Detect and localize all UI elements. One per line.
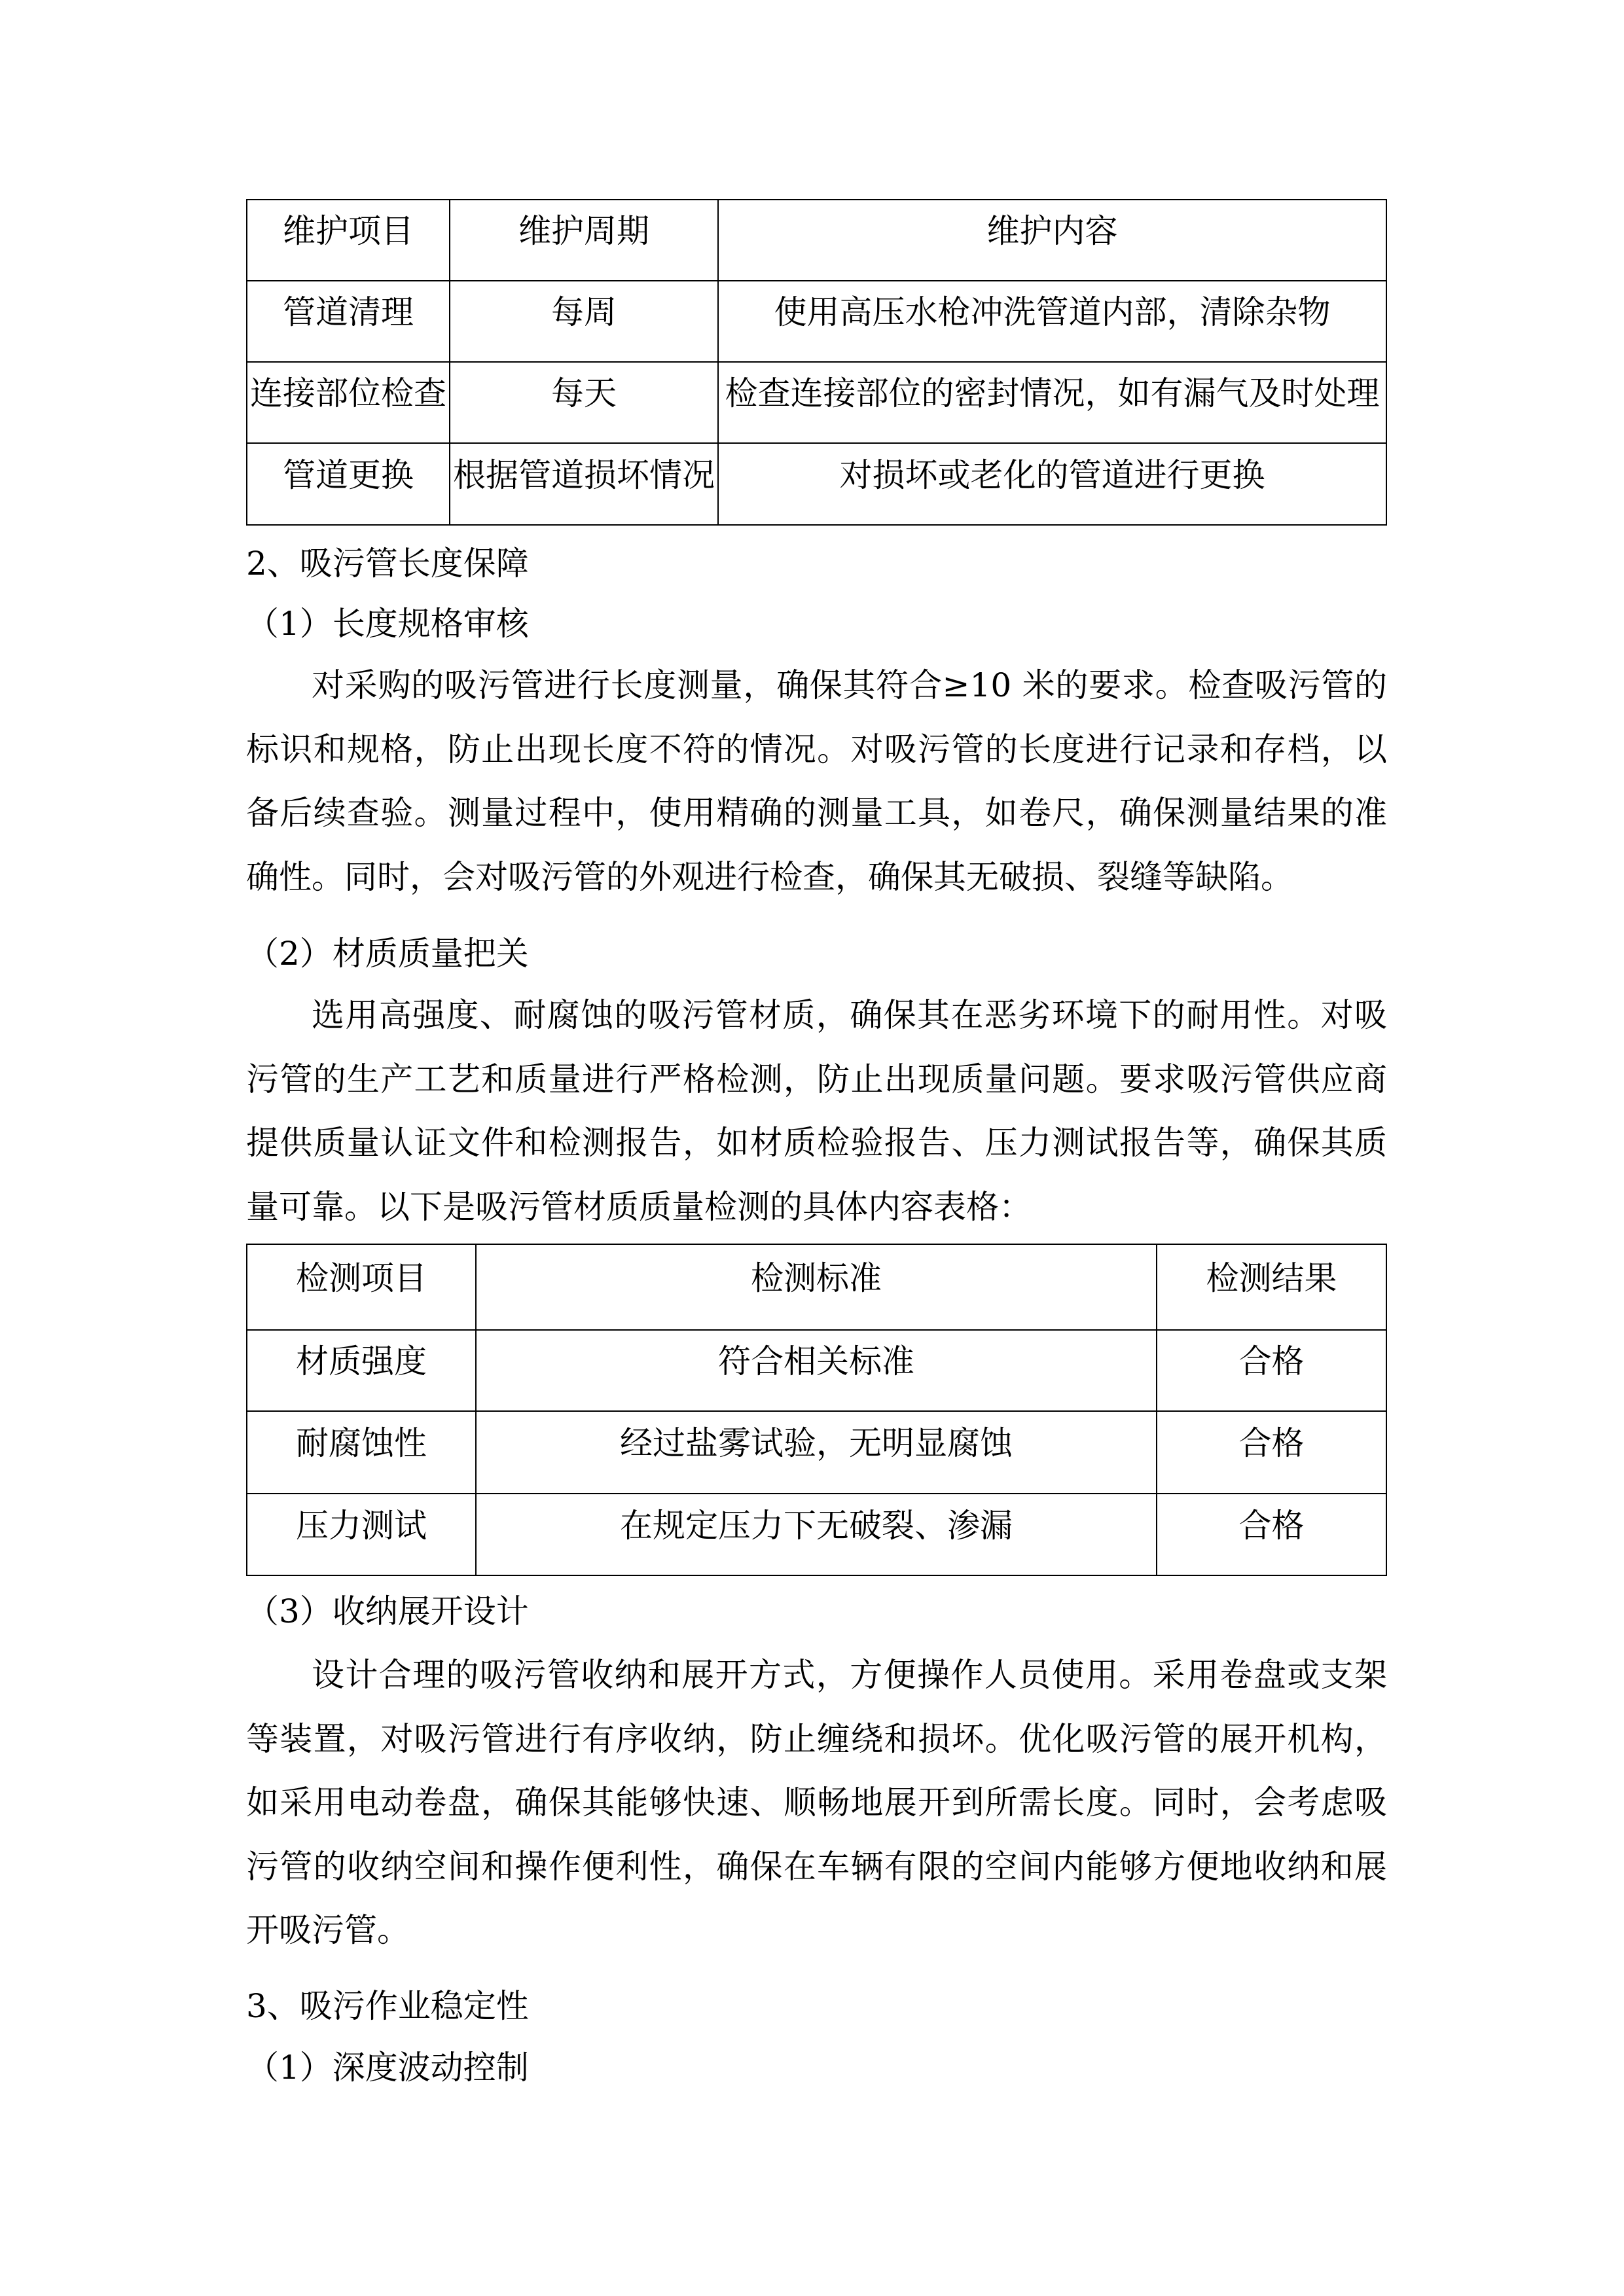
paragraph-line: 确性。同时，会对吸污管的外观进行检查，确保其无破损、裂缝等缺陷。 bbox=[246, 857, 1293, 896]
storage-design-heading: （3）收纳展开设计 bbox=[246, 1592, 529, 1630]
table-cell: 管道更换 bbox=[247, 444, 450, 526]
section-3-heading: 3、吸污作业稳定性 bbox=[246, 1987, 529, 2025]
depth-control-heading: （1）深度波动控制 bbox=[246, 2049, 529, 2087]
table-cell: 符合相关标准 bbox=[477, 1331, 1157, 1412]
section-2-heading: 2、吸污管长度保障 bbox=[246, 545, 529, 583]
length-spec-heading: （1）长度规格审核 bbox=[246, 605, 529, 643]
subsection-heading-block bbox=[246, 2036, 1387, 2100]
paragraph-line: 备后续查验。测量过程中，使用精确的测量工具，如卷尺，确保测量结果的准 bbox=[246, 794, 1387, 832]
paragraph-line: 量可靠。以下是吸污管材质质量检测的具体内容表格： bbox=[246, 1187, 1032, 1226]
table-cell: 管道清理 bbox=[247, 281, 450, 363]
material-quality-heading: （2）材质质量把关 bbox=[246, 935, 529, 973]
paragraph-line: 污管的生产工艺和质量进行严格检测，防止出现质量问题。要求吸污管供应商 bbox=[246, 1060, 1387, 1098]
inspection-table bbox=[246, 1244, 1387, 1576]
table-cell: 耐腐蚀性 bbox=[247, 1412, 477, 1494]
section-heading bbox=[246, 1975, 1387, 2039]
maintenance-table bbox=[246, 199, 1387, 526]
table-cell: 在规定压力下无破裂、渗漏 bbox=[477, 1494, 1157, 1576]
table-cell: 材质强度 bbox=[247, 1331, 477, 1412]
table-cell: 合格 bbox=[1157, 1412, 1387, 1494]
table-cell: 检查连接部位的密封情况，如有漏气及时处理 bbox=[719, 363, 1387, 444]
paragraph-line: 等装置，对吸污管进行有序收纳，防止缠绕和损坏。优化吸污管的展开机构， bbox=[246, 1719, 1387, 1758]
table-cell: 对损坏或老化的管道进行更换 bbox=[719, 444, 1387, 526]
paragraph-line: 开吸污管。 bbox=[246, 1911, 410, 1949]
table-cell: 经过盐雾试验，无明显腐蚀 bbox=[477, 1412, 1157, 1494]
length-spec-paragraph bbox=[246, 654, 1387, 909]
storage-design-paragraph bbox=[246, 1643, 1387, 1963]
table-cell: 压力测试 bbox=[247, 1494, 477, 1576]
table-header-cell: 检测项目 bbox=[247, 1245, 477, 1331]
table-cell: 每天 bbox=[450, 363, 719, 444]
subsection-heading-block bbox=[246, 922, 1387, 986]
paragraph-line: 污管的收纳空间和操作便利性，确保在车辆有限的空间内能够方便地收纳和展 bbox=[246, 1847, 1387, 1886]
paragraph-line: 如采用电动卷盘，确保其能够快速、顺畅地展开到所需长度。同时，会考虑吸 bbox=[246, 1784, 1387, 1821]
table-header-cell: 维护周期 bbox=[450, 200, 719, 281]
table-cell: 合格 bbox=[1157, 1494, 1387, 1576]
paragraph-line: 标识和规格，防止出现长度不符的情况。对吸污管的长度进行记录和存档，以 bbox=[246, 730, 1387, 768]
table-cell: 每周 bbox=[450, 281, 719, 363]
table-header-cell: 维护内容 bbox=[719, 200, 1387, 281]
subsection-heading-block bbox=[246, 592, 1387, 656]
section-heading bbox=[246, 532, 1387, 596]
material-quality-paragraph bbox=[246, 984, 1387, 1239]
paragraph-line: 设计合理的吸污管收纳和展开方式，方便操作人员使用。采用卷盘或支架 bbox=[312, 1656, 1387, 1694]
paragraph-line: 提供质量认证文件和检测报告，如材质检验报告、压力测试报告等，确保其质 bbox=[246, 1124, 1387, 1162]
table-cell: 合格 bbox=[1157, 1331, 1387, 1412]
table-cell: 连接部位检查 bbox=[247, 363, 450, 444]
table-cell: 根据管道损坏情况 bbox=[450, 444, 719, 526]
table-cell: 使用高压水枪冲洗管道内部，清除杂物 bbox=[719, 281, 1387, 363]
table-header-cell: 检测标准 bbox=[477, 1245, 1157, 1331]
paragraph-line: 对采购的吸污管进行长度测量，确保其符合≥10 米的要求。检查吸污管的 bbox=[312, 666, 1387, 704]
paragraph-line: 选用高强度、耐腐蚀的吸污管材质，确保其在恶劣环境下的耐用性。对吸 bbox=[312, 996, 1387, 1034]
table-header-cell: 检测结果 bbox=[1157, 1245, 1387, 1331]
subsection-heading-block bbox=[246, 1580, 1387, 1644]
table-header-cell: 维护项目 bbox=[247, 200, 450, 281]
